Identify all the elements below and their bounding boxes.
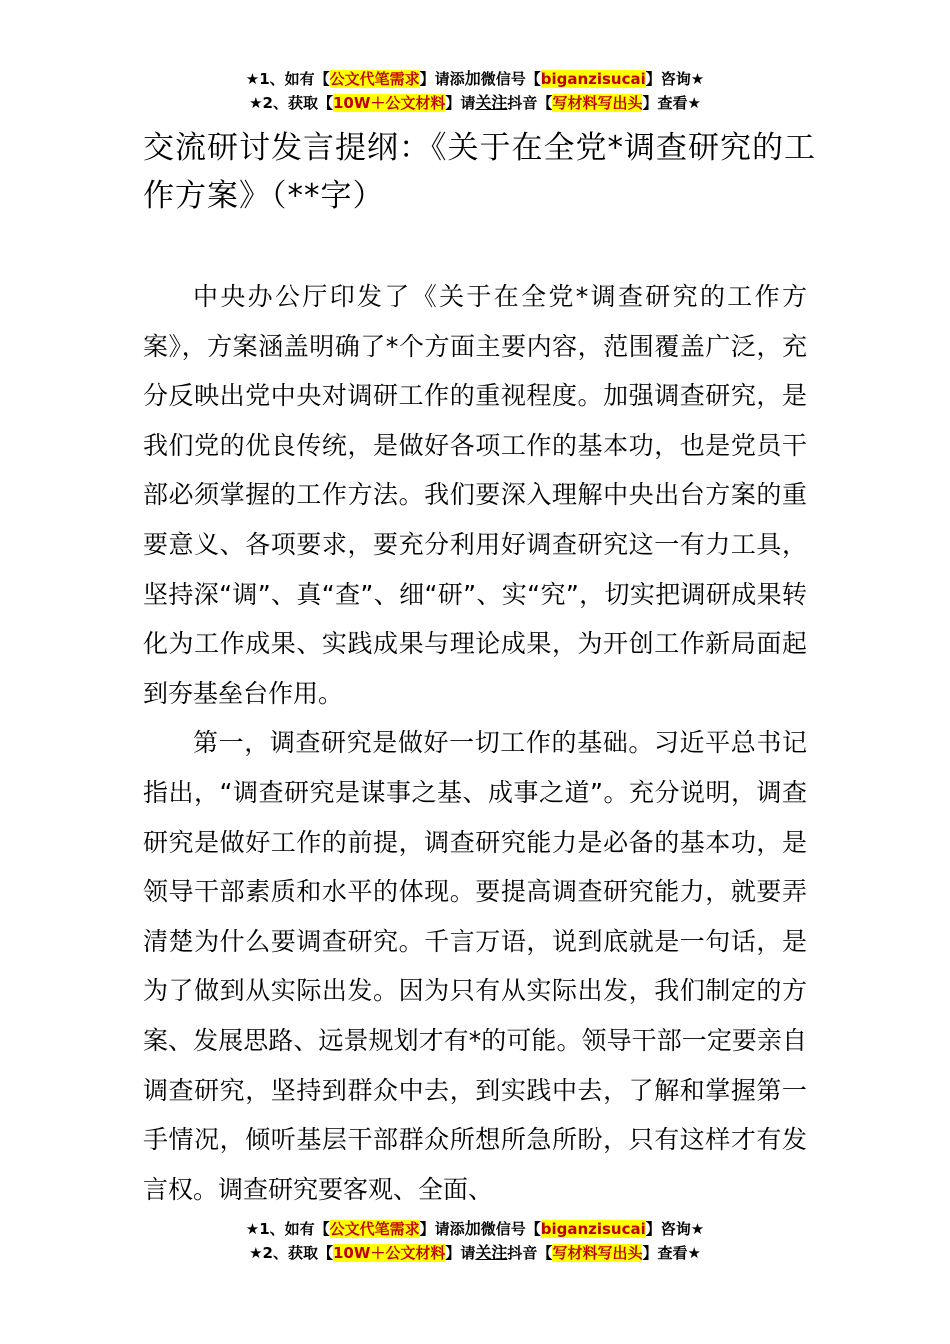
banner-highlight-service: 公文代笔需求 xyxy=(329,70,420,88)
banner-line-1: ★1、如有【公文代笔需求】请添加微信号【biganzisucai】咨询★ xyxy=(245,1219,705,1238)
document-title: 交流研讨发言提纲：《关于在全党*调查研究的工作方案》（**字） xyxy=(143,130,816,214)
banner-highlight-wechat-id: biganzisucai xyxy=(540,70,646,88)
banner-highlight-douyin: 写材料写出头 xyxy=(552,94,643,112)
banner-line-1: ★1、如有【公文代笔需求】请添加微信号【biganzisucai】咨询★ xyxy=(245,69,705,88)
banner-highlight-douyin: 写材料写出头 xyxy=(552,1244,643,1262)
banner-highlight-service: 公文代笔需求 xyxy=(329,1220,420,1238)
document-body xyxy=(143,272,807,1214)
banner-highlight-materials: 10W＋公文材料 xyxy=(332,1244,446,1262)
paragraph-intro: 中央办公厅印发了《关于在全党*调查研究的工作方案》，方案涵盖明确了*个方面主要内容，范围覆盖广泛，充分反映出党中央对调研工作的重视程度。加强调查研究，是我们党的优良传统，是做好各项工作的基本功，也是党员干部必须掌握的工作方法。我们要深入理解中央出台方案的重要意义、各项要求，要充分利用好调查研究这一有力工具，坚持深“调”、真“查”、细“研”、实“究”，切实把调研成果转化为工作成果、实践成果与理论成果，为开创工作新局面起到夯基垒台作用。 xyxy=(143,282,807,708)
header-banner xyxy=(0,67,950,115)
banner-highlight-materials: 10W＋公文材料 xyxy=(332,94,446,112)
banner-highlight-wechat-id: biganzisucai xyxy=(540,1220,646,1238)
footer-banner xyxy=(0,1217,950,1265)
banner-line-2: ★2、获取【10W＋公文材料】请关注抖音【写材料写出头】查看★ xyxy=(249,1243,701,1262)
banner-line-2: ★2、获取【10W＋公文材料】请关注抖音【写材料写出头】查看★ xyxy=(249,93,701,112)
paragraph-first-point: 第一，调查研究是做好一切工作的基础。习近平总书记指出，“调查研究是谋事之基、成事之道”。充分说明，调查研究是做好工作的前提，调查研究能力是必备的基本功，是领导干部素质和水平的体现。要提高调查研究能力，就要弄清楚为什么要调查研究。千言万语，说到底就是一句话，是为了做到从实际出发。因为只有从实际出发，我们制定的方案、发展思路、远景规划才有*的可能。领导干部一定要亲自调查研究，坚持到群众中去，到实践中去，了解和掌握第一手情况，倾听基层干部群众所想所急所盼，只有这样才有发言权。调查研究要客观、全面、 xyxy=(143,728,807,1204)
